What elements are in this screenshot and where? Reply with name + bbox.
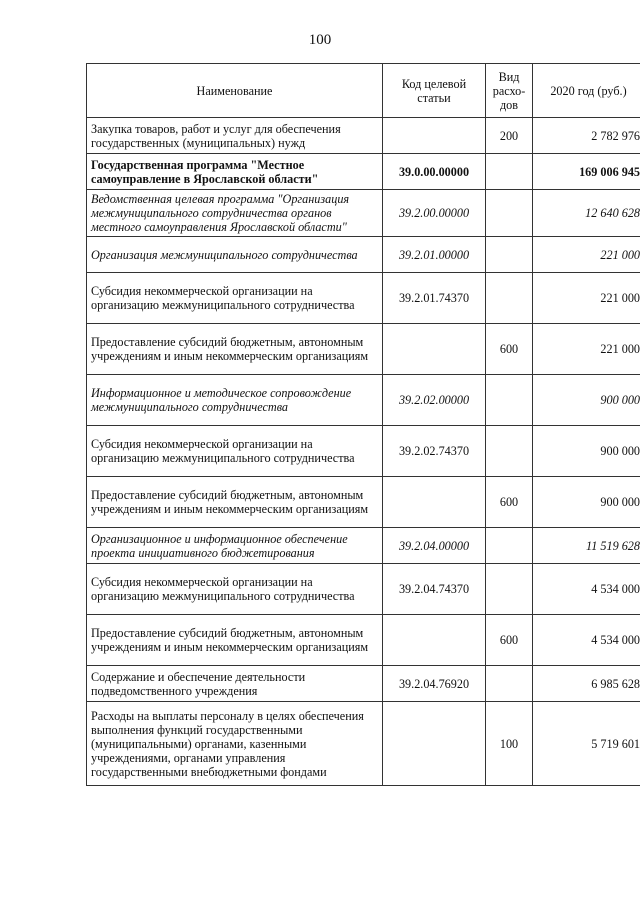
row-name-cell: Предоставление субсидий бюджетным, автономным учреждениям и иным некоммерческим организациям bbox=[87, 615, 383, 666]
page-number: 100 bbox=[308, 32, 332, 48]
row-name-cell: Расходы на выплаты персоналу в целях обеспечения выполнения функций государственными (муниципальными) органами, казенными учреждениями, органами управления государственными внебюджетными фондами bbox=[87, 702, 383, 786]
row-code-cell bbox=[383, 324, 486, 375]
row-sum-cell: 12 640 628 bbox=[533, 190, 640, 237]
row-code-cell: 39.2.01.74370 bbox=[383, 273, 486, 324]
header-sum: 2020 год (руб.) bbox=[533, 64, 640, 118]
row-code-cell bbox=[383, 477, 486, 528]
table-row bbox=[87, 190, 640, 237]
row-code-cell: 39.2.04.00000 bbox=[383, 528, 486, 564]
row-name-cell: Информационное и методическое сопровождение межмуниципального сотрудничества bbox=[87, 375, 383, 426]
row-sum-cell: 6 985 628 bbox=[533, 666, 640, 702]
table-row bbox=[87, 324, 640, 375]
header-name: Наименование bbox=[87, 64, 383, 118]
row-name-cell: Предоставление субсидий бюджетным, автономным учреждениям и иным некоммерческим организациям bbox=[87, 324, 383, 375]
row-name-cell: Субсидия некоммерческой организации на организацию межмуниципального сотрудничества bbox=[87, 273, 383, 324]
table-row bbox=[87, 564, 640, 615]
row-kind-cell bbox=[486, 528, 533, 564]
row-kind-cell bbox=[486, 154, 533, 190]
row-kind-cell bbox=[486, 426, 533, 477]
table-row bbox=[87, 528, 640, 564]
row-code-cell: 39.2.01.00000 bbox=[383, 237, 486, 273]
row-sum-cell: 221 000 bbox=[533, 237, 640, 273]
row-sum-cell: 900 000 bbox=[533, 426, 640, 477]
row-sum-cell: 11 519 628 bbox=[533, 528, 640, 564]
table-row bbox=[87, 375, 640, 426]
row-name-cell: Предоставление субсидий бюджетным, автономным учреждениям и иным некоммерческим организациям bbox=[87, 477, 383, 528]
row-sum-cell: 221 000 bbox=[533, 273, 640, 324]
row-kind-cell: 200 bbox=[486, 118, 533, 154]
row-code-cell: 39.2.04.76920 bbox=[383, 666, 486, 702]
row-code-cell bbox=[383, 702, 486, 786]
row-name-cell: Содержание и обеспечение деятельности подведомственного учреждения bbox=[87, 666, 383, 702]
row-code-cell: 39.2.04.74370 bbox=[383, 564, 486, 615]
row-kind-cell bbox=[486, 190, 533, 237]
row-name-cell: Организация межмуниципального сотрудничества bbox=[87, 237, 383, 273]
row-sum-cell: 4 534 000 bbox=[533, 615, 640, 666]
table-row bbox=[87, 154, 640, 190]
row-kind-cell: 600 bbox=[486, 477, 533, 528]
row-code-cell: 39.2.02.74370 bbox=[383, 426, 486, 477]
row-kind-cell bbox=[486, 375, 533, 426]
row-kind-cell bbox=[486, 273, 533, 324]
row-sum-cell: 900 000 bbox=[533, 477, 640, 528]
row-sum-cell: 221 000 bbox=[533, 324, 640, 375]
table-header-row bbox=[87, 64, 640, 118]
row-name-cell: Государственная программа "Местное самоуправление в Ярославской области" bbox=[87, 154, 383, 190]
row-name-cell: Закупка товаров, работ и услуг для обеспечения государственных (муниципальных) нужд bbox=[87, 118, 383, 154]
row-sum-cell: 2 782 976 bbox=[533, 118, 640, 154]
row-kind-cell bbox=[486, 564, 533, 615]
row-code-cell: 39.2.02.00000 bbox=[383, 375, 486, 426]
row-kind-cell: 600 bbox=[486, 615, 533, 666]
table-row bbox=[87, 426, 640, 477]
row-name-cell: Субсидия некоммерческой организации на организацию межмуниципального сотрудничества bbox=[87, 564, 383, 615]
table-row bbox=[87, 118, 640, 154]
header-kind: Вид расхо-дов bbox=[486, 64, 533, 118]
row-name-cell: Организационное и информационное обеспечение проекта инициативного бюджетирования bbox=[87, 528, 383, 564]
row-sum-cell: 169 006 945 bbox=[533, 154, 640, 190]
row-kind-cell: 100 bbox=[486, 702, 533, 786]
table-row bbox=[87, 615, 640, 666]
header-code: Код целевой статьи bbox=[383, 64, 486, 118]
row-kind-cell bbox=[486, 666, 533, 702]
table-row bbox=[87, 477, 640, 528]
row-sum-cell: 900 000 bbox=[533, 375, 640, 426]
row-code-cell: 39.2.00.00000 bbox=[383, 190, 486, 237]
table-row bbox=[87, 273, 640, 324]
table-row bbox=[87, 666, 640, 702]
table-row bbox=[87, 702, 640, 786]
row-name-cell: Ведомственная целевая программа "Организация межмуниципального сотрудничества органов местного самоуправления Ярославской области" bbox=[87, 190, 383, 237]
row-code-cell: 39.0.00.00000 bbox=[383, 154, 486, 190]
table-row bbox=[87, 237, 640, 273]
row-code-cell bbox=[383, 615, 486, 666]
row-kind-cell: 600 bbox=[486, 324, 533, 375]
row-kind-cell bbox=[486, 237, 533, 273]
row-name-cell: Субсидия некоммерческой организации на организацию межмуниципального сотрудничества bbox=[87, 426, 383, 477]
row-sum-cell: 4 534 000 bbox=[533, 564, 640, 615]
row-code-cell bbox=[383, 118, 486, 154]
budget-table bbox=[86, 63, 640, 786]
row-sum-cell: 5 719 601 bbox=[533, 702, 640, 786]
